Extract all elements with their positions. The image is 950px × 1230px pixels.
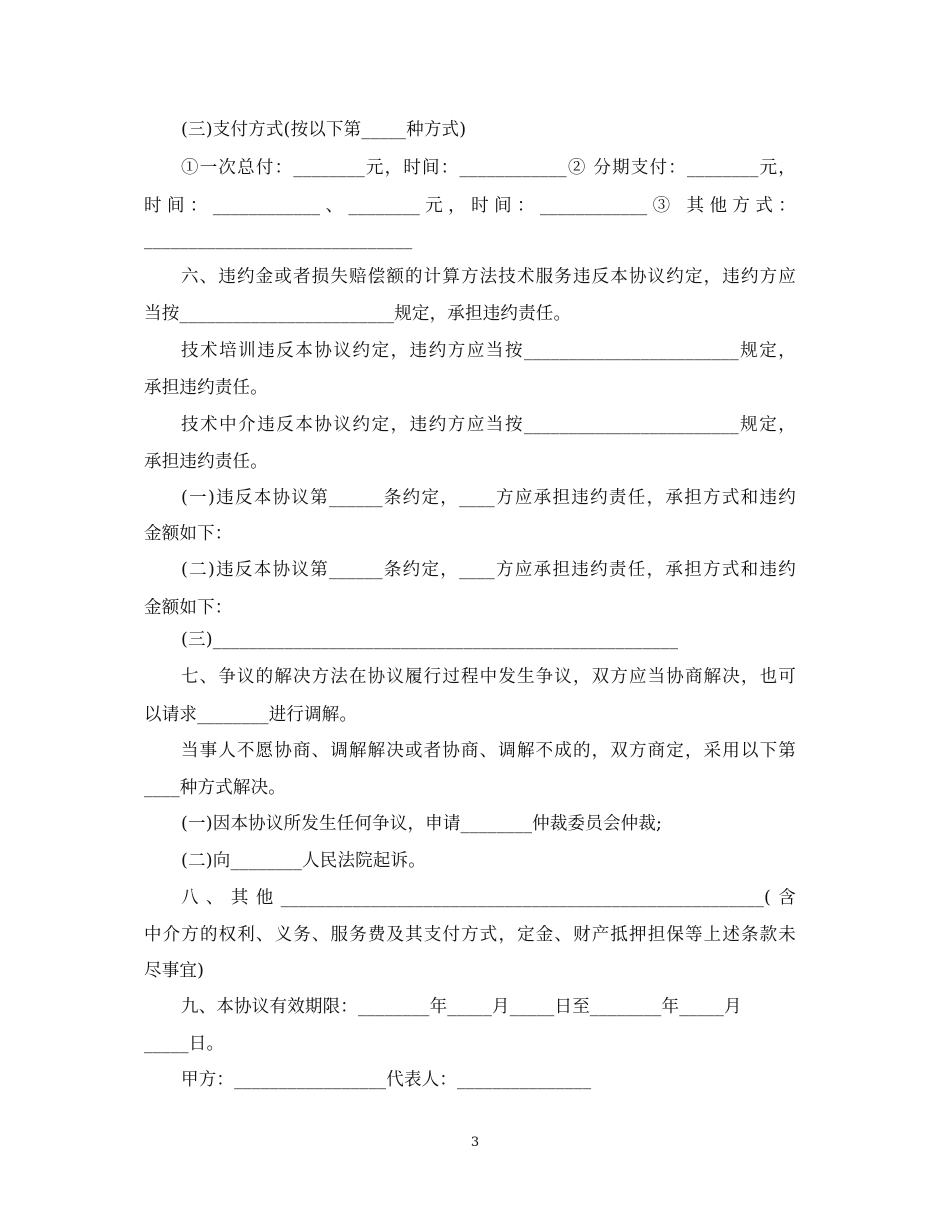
breach-item-two: (二)违反本协议第______条约定，____方应承担违约责任，承担方式和违约 — [181, 560, 796, 580]
section-six-line-2: 当按________________________规定，承担违约责任。 — [144, 304, 572, 324]
intermediary-breach-line: 技术中介违反本协议约定，违约方应当按________________________规定， — [181, 415, 796, 435]
section-eight-line-3: 尽事宜) — [144, 961, 205, 981]
party-a-signature-line: 甲方：_________________代表人：_______________ — [181, 1070, 592, 1090]
breach-item-two-cont: 金额如下： — [144, 598, 233, 618]
section-eight-heading: 八、其他______________________________________________________(含 — [181, 888, 796, 908]
page-number: 3 — [470, 1135, 480, 1150]
validity-period-line: 九、本协议有效期限：________年_____月_____日至________年_____月 — [181, 997, 742, 1017]
section-seven-heading: 七、争议的解决方法在协议履行过程中发生争议，双方应当协商解决，也可 — [181, 667, 796, 687]
training-breach-line-2: 承担违约责任。 — [144, 378, 268, 398]
breach-item-one: (一)违反本协议第______条约定，____方应承担违约责任，承担方式和违约 — [181, 488, 796, 508]
section-six-heading: 六、违约金或者损失赔偿额的计算方法技术服务违反本协议约定，违约方应 — [181, 267, 796, 287]
dispute-resolution-line-2: ____种方式解决。 — [144, 778, 286, 798]
other-payment-blank: ______________________________ — [144, 230, 413, 250]
arbitration-option: (一)因本协议所发生任何争议，申请________仲裁委员会仲裁; — [181, 814, 663, 834]
court-option: (二)向________人民法院起诉。 — [181, 851, 426, 871]
section-eight-line-2: 中介方的权利、义务、服务费及其支付方式，定金、财产抵押担保等上述条款未 — [144, 925, 796, 945]
dispute-resolution-line: 当事人不愿协商、调解解决或者协商、调解不成的，双方商定，采用以下第 — [181, 741, 796, 761]
intermediary-breach-line-2: 承担违约责任。 — [144, 452, 268, 472]
training-breach-line: 技术培训违反本协议约定，违约方应当按________________________规定， — [181, 341, 796, 361]
payment-options-line-cont: 时间：____________、________元，时间：____________③ 其他方式： — [144, 196, 796, 216]
breach-item-one-cont: 金额如下： — [144, 524, 233, 544]
breach-item-three: (三)____________________________________________________ — [181, 630, 679, 650]
payment-method-heading: (三)支付方式(按以下第_____种方式) — [181, 120, 467, 140]
payment-options-line: ①一次总付：________元，时间：____________② 分期支付：________元， — [181, 158, 796, 178]
section-seven-line-2: 以请求________进行调解。 — [144, 705, 358, 725]
validity-period-line-2: _____日。 — [144, 1034, 225, 1054]
